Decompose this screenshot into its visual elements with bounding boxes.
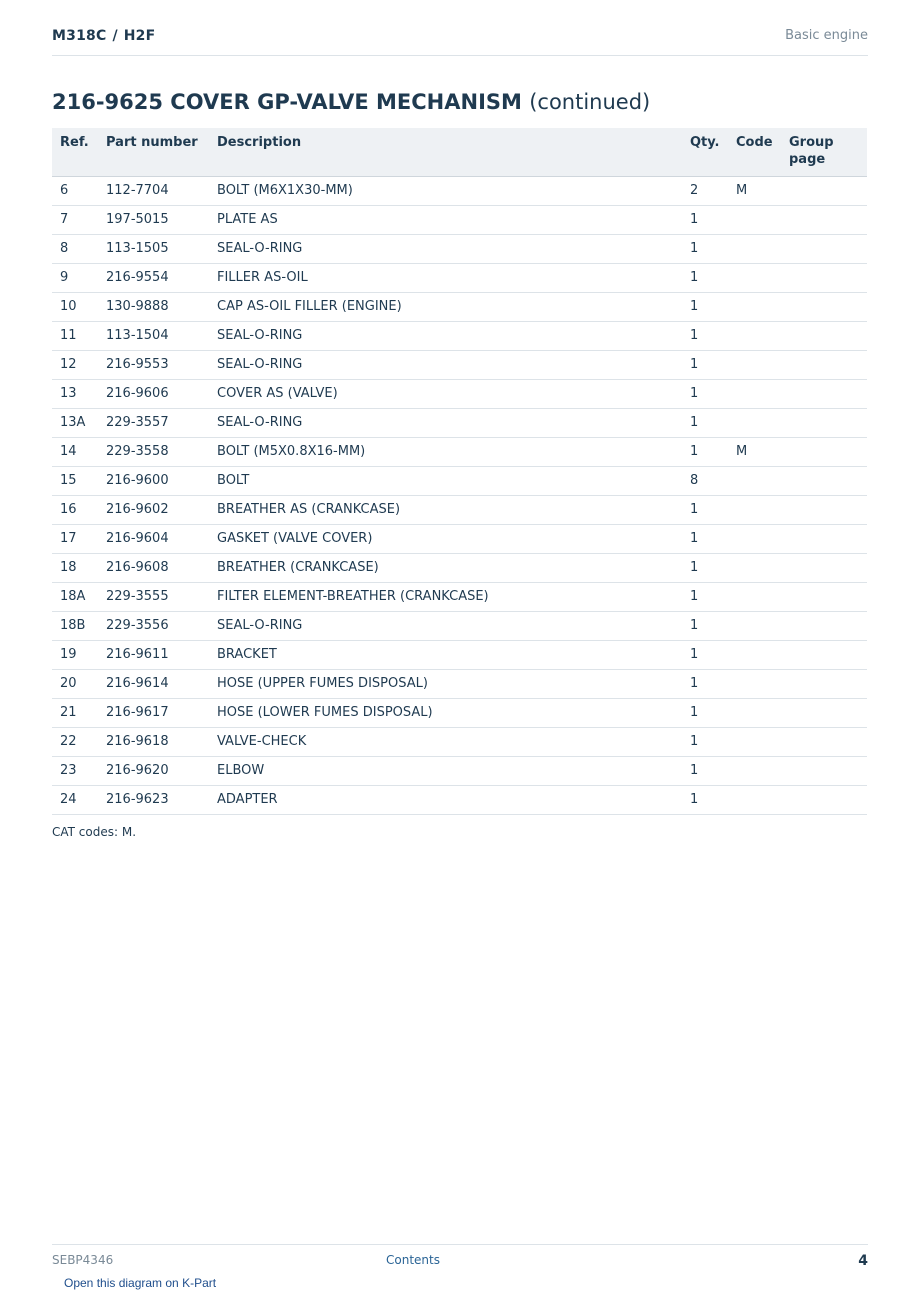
cell-qty: 1 xyxy=(682,409,728,438)
cell-qty: 1 xyxy=(682,583,728,612)
header-description: Description xyxy=(209,128,682,177)
cell-description: HOSE (LOWER FUMES DISPOSAL) xyxy=(209,699,682,728)
table-row xyxy=(52,322,867,351)
table-row xyxy=(52,612,867,641)
cell-group-page xyxy=(781,177,867,206)
cell-code xyxy=(728,670,781,699)
table-row xyxy=(52,235,867,264)
cell-part-number: 216-9608 xyxy=(98,554,209,583)
cell-qty: 1 xyxy=(682,235,728,264)
table-row xyxy=(52,293,867,322)
model-serial xyxy=(52,28,155,44)
page-header xyxy=(52,28,868,56)
open-kpart-link[interactable]: Open this diagram on K-Part xyxy=(64,1276,217,1290)
cell-ref: 15 xyxy=(52,467,98,496)
cell-ref: 18A xyxy=(52,583,98,612)
cell-code xyxy=(728,612,781,641)
cat-codes-note: CAT codes: M. xyxy=(52,825,137,839)
cell-part-number: 216-9617 xyxy=(98,699,209,728)
cell-description: VALVE-CHECK xyxy=(209,728,682,757)
cell-ref: 17 xyxy=(52,525,98,554)
cell-ref: 12 xyxy=(52,351,98,380)
cell-code xyxy=(728,496,781,525)
cell-group-page xyxy=(781,525,867,554)
cell-ref: 6 xyxy=(52,177,98,206)
table-row xyxy=(52,699,867,728)
cell-description: FILTER ELEMENT-BREATHER (CRANKCASE) xyxy=(209,583,682,612)
cell-ref: 23 xyxy=(52,757,98,786)
cell-qty: 8 xyxy=(682,467,728,496)
cell-code xyxy=(728,322,781,351)
cell-part-number: 130-9888 xyxy=(98,293,209,322)
cell-ref: 22 xyxy=(52,728,98,757)
table-row xyxy=(52,351,867,380)
table-row xyxy=(52,670,867,699)
cell-part-number: 216-9623 xyxy=(98,786,209,815)
page-footer xyxy=(52,1244,868,1275)
parts-table xyxy=(52,128,867,815)
table-row xyxy=(52,438,867,467)
cell-description: BRACKET xyxy=(209,641,682,670)
cell-part-number: 216-9618 xyxy=(98,728,209,757)
table-row xyxy=(52,467,867,496)
cell-group-page xyxy=(781,235,867,264)
cell-group-page xyxy=(781,641,867,670)
cell-ref: 18 xyxy=(52,554,98,583)
cell-description: BREATHER (CRANKCASE) xyxy=(209,554,682,583)
cell-group-page xyxy=(781,670,867,699)
cell-qty: 1 xyxy=(682,293,728,322)
cell-part-number: 216-9606 xyxy=(98,380,209,409)
cell-description: BOLT xyxy=(209,467,682,496)
cell-qty: 1 xyxy=(682,612,728,641)
cell-ref: 16 xyxy=(52,496,98,525)
cell-qty: 1 xyxy=(682,380,728,409)
cell-part-number: 216-9611 xyxy=(98,641,209,670)
cell-qty: 1 xyxy=(682,322,728,351)
cell-ref: 7 xyxy=(52,206,98,235)
header-ref: Ref. xyxy=(52,128,98,177)
cell-qty: 1 xyxy=(682,206,728,235)
cell-description: SEAL-O-RING xyxy=(209,351,682,380)
cell-code xyxy=(728,206,781,235)
cell-code xyxy=(728,583,781,612)
serial-prefix: H2F xyxy=(123,28,156,44)
cell-ref: 8 xyxy=(52,235,98,264)
cell-qty: 1 xyxy=(682,699,728,728)
cell-code xyxy=(728,467,781,496)
cell-code: M xyxy=(728,438,781,467)
cell-part-number: 112-7704 xyxy=(98,177,209,206)
cell-qty: 1 xyxy=(682,670,728,699)
cell-group-page xyxy=(781,438,867,467)
table-row xyxy=(52,583,867,612)
cell-group-page xyxy=(781,322,867,351)
cell-description: HOSE (UPPER FUMES DISPOSAL) xyxy=(209,670,682,699)
cell-ref: 13 xyxy=(52,380,98,409)
cell-description: CAP AS-OIL FILLER (ENGINE) xyxy=(209,293,682,322)
table-row xyxy=(52,641,867,670)
cell-qty: 2 xyxy=(682,177,728,206)
cell-qty: 1 xyxy=(682,641,728,670)
cell-code xyxy=(728,235,781,264)
page-number: 4 xyxy=(858,1253,868,1269)
cell-description: BOLT (M6X1X30-MM) xyxy=(209,177,682,206)
cell-part-number: 216-9602 xyxy=(98,496,209,525)
cell-group-page xyxy=(781,496,867,525)
cell-part-number: 197-5015 xyxy=(98,206,209,235)
table-header-row xyxy=(52,128,867,177)
cell-code xyxy=(728,409,781,438)
cell-description: COVER AS (VALVE) xyxy=(209,380,682,409)
cell-code xyxy=(728,699,781,728)
cell-description: BREATHER AS (CRANKCASE) xyxy=(209,496,682,525)
table-row xyxy=(52,728,867,757)
cell-code xyxy=(728,757,781,786)
cell-group-page xyxy=(781,757,867,786)
page-title-suffix: (continued) xyxy=(529,90,651,114)
table-row xyxy=(52,786,867,815)
cell-group-page xyxy=(781,264,867,293)
cell-description: GASKET (VALVE COVER) xyxy=(209,525,682,554)
cell-part-number: 216-9614 xyxy=(98,670,209,699)
cell-code xyxy=(728,786,781,815)
cell-part-number: 229-3558 xyxy=(98,438,209,467)
cell-group-page xyxy=(781,409,867,438)
table-row xyxy=(52,264,867,293)
cell-ref: 21 xyxy=(52,699,98,728)
cell-part-number: 216-9604 xyxy=(98,525,209,554)
cell-ref: 20 xyxy=(52,670,98,699)
cell-description: PLATE AS xyxy=(209,206,682,235)
table-row xyxy=(52,496,867,525)
model-separator: / xyxy=(112,28,118,44)
cell-part-number: 113-1505 xyxy=(98,235,209,264)
cell-ref: 24 xyxy=(52,786,98,815)
cell-description: ADAPTER xyxy=(209,786,682,815)
document-id: SEBP4346 xyxy=(52,1253,114,1267)
page-title-main: 216-9625 COVER GP-VALVE MECHANISM xyxy=(52,90,522,114)
cell-ref: 9 xyxy=(52,264,98,293)
model-name: M318C xyxy=(52,28,107,44)
cell-ref: 14 xyxy=(52,438,98,467)
cell-code xyxy=(728,351,781,380)
table-row xyxy=(52,757,867,786)
cell-part-number: 229-3555 xyxy=(98,583,209,612)
cell-part-number: 216-9553 xyxy=(98,351,209,380)
table-row xyxy=(52,206,867,235)
table-row xyxy=(52,177,867,206)
cell-group-page xyxy=(781,728,867,757)
cell-qty: 1 xyxy=(682,264,728,293)
cell-qty: 1 xyxy=(682,525,728,554)
cell-part-number: 229-3556 xyxy=(98,612,209,641)
cell-part-number: 216-9600 xyxy=(98,467,209,496)
cell-description: SEAL-O-RING xyxy=(209,612,682,641)
cell-group-page xyxy=(781,293,867,322)
cell-part-number: 216-9620 xyxy=(98,757,209,786)
cell-qty: 1 xyxy=(682,554,728,583)
section-name: Basic engine xyxy=(785,28,868,43)
cell-description: FILLER AS-OIL xyxy=(209,264,682,293)
cell-qty: 1 xyxy=(682,438,728,467)
cell-qty: 1 xyxy=(682,757,728,786)
header-qty: Qty. xyxy=(682,128,728,177)
cell-qty: 1 xyxy=(682,496,728,525)
cell-ref: 10 xyxy=(52,293,98,322)
cell-code xyxy=(728,728,781,757)
header-group-page: Group page xyxy=(781,128,867,177)
cell-ref: 18B xyxy=(52,612,98,641)
header-code: Code xyxy=(728,128,781,177)
cell-code xyxy=(728,380,781,409)
cell-group-page xyxy=(781,583,867,612)
cell-code: M xyxy=(728,177,781,206)
cell-group-page xyxy=(781,612,867,641)
cell-code xyxy=(728,554,781,583)
cell-code xyxy=(728,525,781,554)
cell-group-page xyxy=(781,554,867,583)
cell-group-page xyxy=(781,699,867,728)
cell-ref: 11 xyxy=(52,322,98,351)
cell-group-page xyxy=(781,206,867,235)
cell-description: SEAL-O-RING xyxy=(209,409,682,438)
cell-qty: 1 xyxy=(682,351,728,380)
cell-description: SEAL-O-RING xyxy=(209,322,682,351)
cell-code xyxy=(728,293,781,322)
cell-qty: 1 xyxy=(682,728,728,757)
contents-link[interactable]: Contents xyxy=(386,1253,440,1267)
table-row xyxy=(52,525,867,554)
table-row xyxy=(52,380,867,409)
cell-group-page xyxy=(781,380,867,409)
cell-description: ELBOW xyxy=(209,757,682,786)
cell-part-number: 229-3557 xyxy=(98,409,209,438)
cell-part-number: 216-9554 xyxy=(98,264,209,293)
cell-description: SEAL-O-RING xyxy=(209,235,682,264)
header-part-number: Part number xyxy=(98,128,209,177)
cell-description: BOLT (M5X0.8X16-MM) xyxy=(209,438,682,467)
cell-part-number: 113-1504 xyxy=(98,322,209,351)
cell-group-page xyxy=(781,786,867,815)
cell-ref: 19 xyxy=(52,641,98,670)
cell-code xyxy=(728,264,781,293)
cell-qty: 1 xyxy=(682,786,728,815)
cell-group-page xyxy=(781,467,867,496)
table-row xyxy=(52,554,867,583)
page-title xyxy=(52,90,650,114)
table-row xyxy=(52,409,867,438)
cell-ref: 13A xyxy=(52,409,98,438)
cell-group-page xyxy=(781,351,867,380)
cell-code xyxy=(728,641,781,670)
parts-table-body xyxy=(52,177,867,815)
